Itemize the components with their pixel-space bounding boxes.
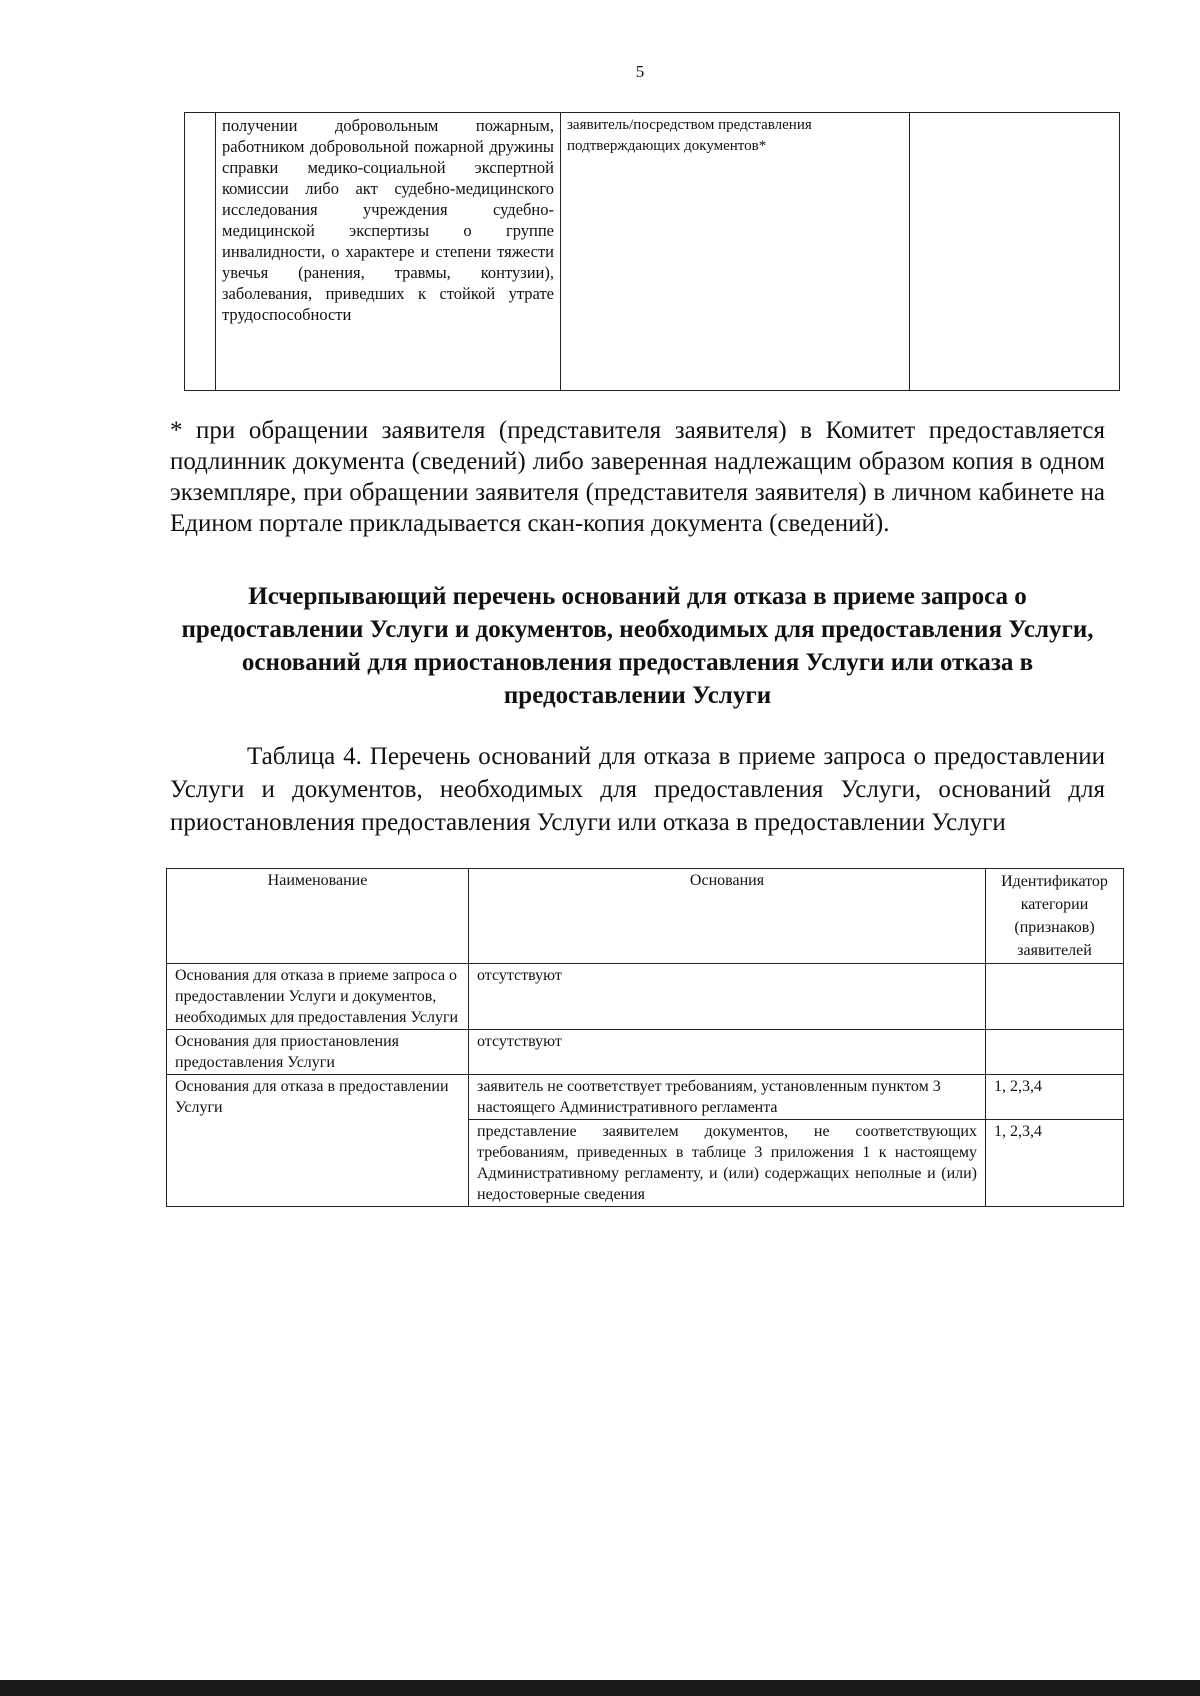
row-name-cell: Основания для отказа в предоставлении Услуги: [167, 1075, 469, 1207]
table-row: [167, 1030, 1124, 1075]
row-name-cell: Основания для приостановления предоставления Услуги: [167, 1030, 469, 1075]
empty-cell: [910, 113, 1120, 391]
document-cell: получении добровольным пожарным, работником добровольной пожарной дружины справки медико-социальной экспертной комиссии либо акт судебно-медицинского исследования учреждения судебно-медицинской экспертизы о группе инвалидности, о характере и степени тяжести увечья (ранения, травмы, контузии), заболевания, приведших к стойкой утрате трудоспособности: [216, 113, 561, 391]
header-name: Наименование: [167, 869, 469, 964]
row-grounds-cell: отсутствуют: [469, 1030, 986, 1075]
continuation-table: [184, 112, 1120, 391]
section-title: Исчерпывающий перечень оснований для отказа в приеме запроса о предоставлении Услуги и документов, необходимых для предоставления Услуги, оснований для приостановления предоставления Услуги или отказа в предоставлении Услуги: [181, 583, 1094, 709]
scan-edge-bar: [0, 1680, 1200, 1696]
empty-number-cell: [185, 113, 216, 391]
submission-method-cell: заявитель/посредством представления подтверждающих документов*: [561, 113, 910, 391]
row-name-cell: Основания для отказа в приеме запроса о предоставлении Услуги и документов, необходимых для предоставления Услуги: [167, 964, 469, 1030]
table-header-row: [167, 869, 1124, 964]
row-grounds-cell: представление заявителем документов, не соответствующих требованиям, приведенных в таблице 3 приложения 1 к настоящему Административному регламенту, и (или) содержащих неполные и (или) недостоверные сведения: [469, 1120, 986, 1207]
row-identifier-cell: 1, 2,3,4: [986, 1075, 1124, 1120]
row-grounds-cell: отсутствуют: [469, 964, 986, 1030]
table-row: [167, 964, 1124, 1030]
table-caption: Таблица 4. Перечень оснований для отказа в приеме запроса о предоставлении Услуги и документов, необходимых для предоставления Услуги, оснований для приостановления предоставления Услуги или отказа в предоставлении Услуги: [170, 743, 1105, 836]
table-4: [166, 868, 1124, 1207]
row-identifier-cell: 1, 2,3,4: [986, 1120, 1124, 1207]
page-number: 5: [635, 62, 645, 81]
header-identifier: Идентификатор категории (признаков) заявителей: [986, 869, 1124, 964]
header-grounds: Основания: [469, 869, 986, 964]
table-row: [167, 1075, 1124, 1120]
table-row: [185, 113, 1120, 391]
footnote: * при обращении заявителя (представителя заявителя) в Комитет предоставляется подлинник документа (сведений) либо заверенная надлежащим образом копия в одном экземпляре, при обращении заявителя (представителя заявителя) в личном кабинете на Едином портале прикладывается скан-копия документа (сведений).: [170, 417, 1105, 537]
row-identifier-cell: [986, 964, 1124, 1030]
row-identifier-cell: [986, 1030, 1124, 1075]
row-grounds-cell: заявитель не соответствует требованиям, установленным пунктом 3 настоящего Административного регламента: [469, 1075, 986, 1120]
